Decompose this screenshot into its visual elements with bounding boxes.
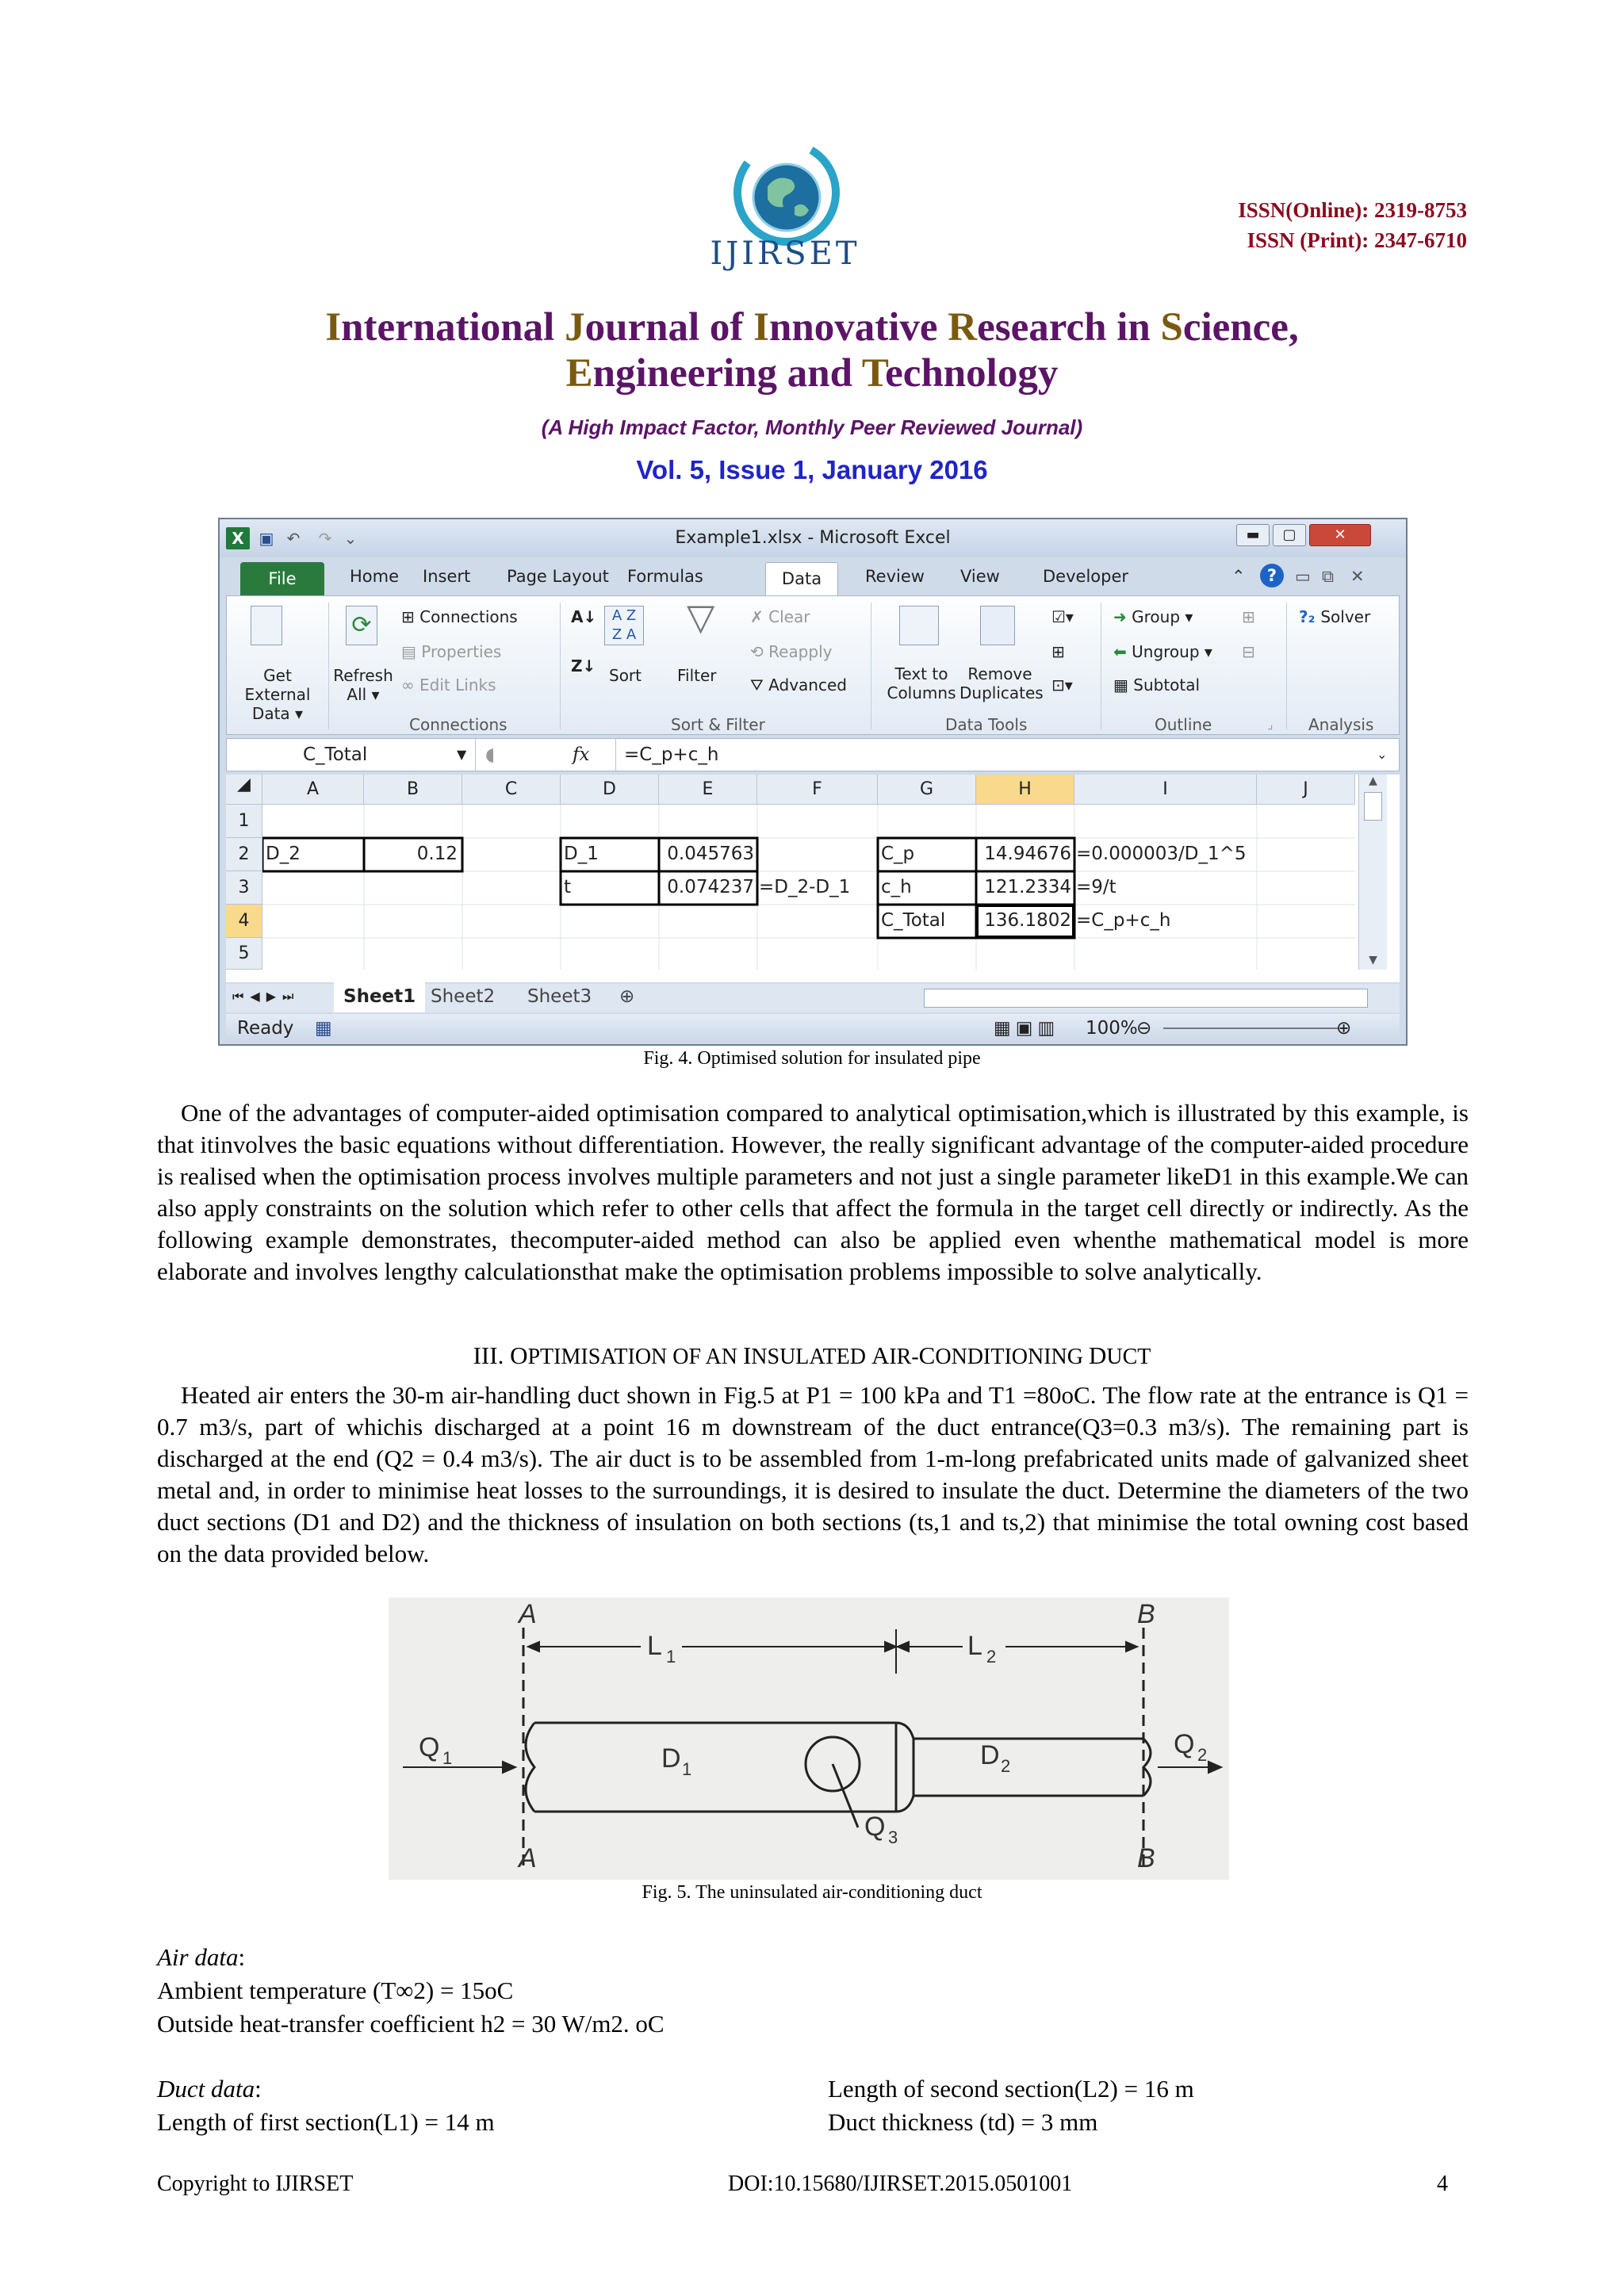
group-sort-filter-label: Sort & Filter	[671, 715, 765, 734]
excel-app-icon[interactable]: X	[226, 527, 250, 549]
ribbon-separator	[1286, 603, 1287, 729]
row-header-selected[interactable]: 4	[226, 905, 262, 938]
issn-online: ISSN(Online): 2319-8753	[1238, 198, 1467, 222]
air-data-block	[157, 1941, 665, 2041]
ambient-temperature: Ambient temperature (T∞2) = 15oC	[157, 1976, 514, 2004]
journal-logo	[698, 131, 872, 281]
tab-page-layout[interactable]: Page Layout	[507, 567, 609, 586]
label-Q1-sub: 1	[442, 1748, 453, 1768]
zoom-out-icon[interactable]: ⊖	[1136, 1018, 1152, 1039]
sort-button[interactable]: Sort	[609, 666, 642, 685]
row-header[interactable]: 2	[226, 838, 262, 871]
column-header[interactable]: C	[462, 775, 561, 805]
sheet-tab[interactable]: Sheet3	[527, 986, 592, 1007]
tab-insert[interactable]: Insert	[423, 567, 471, 586]
macro-record-icon[interactable]: ▦	[315, 1018, 332, 1039]
excel-window	[218, 518, 1408, 1046]
ungroup-button[interactable]: ⬅ Ungroup ▾	[1113, 642, 1212, 661]
new-sheet-icon[interactable]: ⊕	[619, 986, 635, 1007]
scroll-up-icon: ▲	[1369, 775, 1377, 787]
zoom-slider[interactable]	[1163, 1027, 1338, 1029]
duct-data-block-right	[828, 2072, 1194, 2139]
fig5-caption: Fig. 5. The uninsulated air-conditioning duct	[642, 1882, 982, 1903]
view-buttons-icon[interactable]: ▦▣▥	[994, 1018, 1060, 1039]
cell-H2[interactable]: 14.94676	[984, 844, 1071, 864]
issn-block	[1238, 195, 1467, 255]
refresh-icon: ⟳	[346, 606, 377, 645]
column-header-selected[interactable]: H	[976, 775, 1074, 805]
cell-I2[interactable]: =0.000003/D_1^5	[1076, 844, 1247, 864]
sheet-tab[interactable]: Sheet2	[431, 986, 496, 1007]
duct-thickness: Duct thickness (td) = 3 mm	[828, 2108, 1098, 2136]
cell-G2[interactable]: C_p	[881, 844, 915, 864]
length-second-section: Length of second section(L2) = 16 m	[828, 2075, 1194, 2103]
scroll-thumb	[1364, 792, 1382, 821]
cell-I3[interactable]: =9/t	[1076, 877, 1116, 897]
advanced-button[interactable]: ⛛ Advanced	[750, 675, 847, 695]
clear-icon: ✗	[750, 607, 769, 626]
clear-button[interactable]: ✗ Clear	[750, 607, 810, 626]
undo-icon[interactable]: ↶	[286, 529, 301, 548]
length-first-section: Length of first section(L1) = 14 m	[157, 2108, 495, 2136]
label-D1: D	[661, 1743, 681, 1774]
label-D1-sub: 1	[682, 1759, 692, 1779]
window-minimize-icon[interactable]: ▭	[1295, 567, 1311, 586]
select-all-corner[interactable]: ◢	[226, 775, 262, 805]
row-header[interactable]: 3	[226, 871, 262, 905]
journal-title	[0, 304, 1624, 396]
vertical-scrollbar[interactable]	[1358, 775, 1387, 970]
connections-button[interactable]: ⊞ Connections	[401, 607, 518, 626]
label-Q2-sub: 2	[1197, 1745, 1208, 1765]
label-L2: L	[967, 1631, 982, 1661]
maximize-button[interactable]: ▢	[1273, 524, 1306, 546]
volume-issue: Vol. 5, Issue 1, January 2016	[636, 455, 988, 484]
redo-icon[interactable]: ↷	[318, 529, 332, 548]
tab-view[interactable]: View	[960, 567, 1000, 586]
window-close-icon[interactable]: ✕	[1350, 567, 1365, 586]
column-header[interactable]: I	[1074, 775, 1257, 805]
column-header[interactable]: B	[364, 775, 462, 805]
ribbon-separator	[328, 603, 329, 729]
paragraph-problem: Heated air enters the 30-m air-handling duct shown in Fig.5 at P1 = 100 kPa and T1 =80oC. The flow rate at the entrance is Q1 = 0.7 m3/s, part of whichis discharged at a point 16 m downstream of the duct entrance(Q3=0.3 m3/s). The remaining part is discharged at the end (Q2 = 0.4 m3/s). The air duct is to be assembled from 1-m-long prefabricated units made of galvanized sheet metal and, in order to minimise heat losses to the surroundings, it is desired to insulate the duct. Determine the diameters of the two duct sections (D1 and D2) and the thickness of insulation on both sections (ts,1 and ts,2) that minimise the total owning cost based on the data provided below.	[157, 1381, 1469, 1567]
column-header[interactable]: E	[659, 775, 757, 805]
tab-data[interactable]: Data	[765, 562, 838, 595]
name-box-dropdown-icon: ▼	[457, 747, 467, 762]
cell-H4-selected[interactable]: 136.1802	[984, 910, 1071, 931]
sheet-tab-active[interactable]: Sheet1	[334, 981, 425, 1012]
links-icon: ∞	[401, 675, 420, 695]
database-icon	[251, 606, 282, 645]
logo-text: IJIRSET	[710, 235, 860, 272]
cell-B2[interactable]: 0.12	[416, 844, 458, 864]
reapply-icon: ⟲	[750, 642, 769, 661]
label-Q3-sub: 3	[888, 1827, 898, 1847]
label-L2-sub: 2	[986, 1647, 997, 1667]
label-B-bottom: B	[1137, 1843, 1155, 1873]
cell-G4[interactable]: C_Total	[881, 910, 946, 931]
column-header[interactable]: A	[262, 775, 364, 805]
tab-developer[interactable]: Developer	[1043, 567, 1129, 586]
properties-icon: ▤	[401, 642, 422, 661]
label-D2: D	[980, 1740, 1000, 1770]
solver-button[interactable]: ?₂ Solver	[1299, 607, 1371, 626]
minimize-button[interactable]: ▬	[1236, 524, 1270, 546]
label-L1-sub: 1	[666, 1647, 676, 1667]
cell-H3[interactable]: 121.2334	[984, 877, 1071, 897]
ungroup-arrow-icon: ⬅	[1113, 642, 1132, 661]
text-to-columns-icon	[899, 606, 939, 645]
column-header[interactable]: D	[561, 775, 659, 805]
footer-doi: DOI:10.15680/IJIRSET.2015.0501001	[728, 2172, 1073, 2196]
zoom-in-icon[interactable]: ⊕	[1336, 1018, 1352, 1039]
sheet-nav-icons[interactable]: ⏮◀▶⏭	[232, 989, 301, 1004]
insert-function-icon[interactable]: fx	[573, 744, 590, 765]
column-header[interactable]: G	[878, 775, 976, 805]
column-header[interactable]: F	[757, 775, 878, 805]
label-B-top: B	[1137, 1599, 1155, 1629]
heat-transfer-coefficient: Outside heat-transfer coefficient h2 = 30 W/m2. oC	[157, 2010, 665, 2038]
show-detail-icon[interactable]: ⊞	[1242, 607, 1255, 626]
journal-title-line1: International Journal of Innovative Research in Science,	[325, 305, 1299, 350]
column-header[interactable]: J	[1257, 775, 1355, 805]
ribbon-minimize-icon[interactable]: ⌃	[1231, 567, 1246, 586]
cell-D3[interactable]: t	[564, 877, 572, 897]
sort-za-icon[interactable]: Z↓	[571, 656, 596, 675]
solver-icon: ?₂	[1299, 607, 1321, 626]
connections-icon: ⊞	[401, 607, 420, 626]
issn-print: ISSN (Print): 2347-6710	[1247, 228, 1467, 252]
outline-dialog-launcher-icon[interactable]: ⌟	[1267, 717, 1274, 732]
duct-data-block	[157, 2072, 495, 2139]
window-restore-icon[interactable]: ⧉	[1322, 567, 1334, 586]
text-to-columns-button[interactable]: Text to Columns	[887, 664, 956, 702]
label-D2-sub: 2	[1001, 1756, 1011, 1776]
tab-file[interactable]: File	[240, 562, 324, 595]
journal-subtitle: (A High Impact Factor, Monthly Peer Reviewed Journal)	[541, 415, 1083, 439]
label-A-bottom: A	[519, 1843, 537, 1873]
page-number: 4	[1437, 2172, 1448, 2196]
tab-home[interactable]: Home	[350, 567, 400, 586]
status-text: Ready	[237, 1018, 294, 1039]
formula-input[interactable]: =C_p+c_h	[615, 739, 1313, 771]
cell-F3[interactable]: =D_2-D_1	[759, 877, 851, 897]
label-Q1: Q	[419, 1732, 440, 1762]
cell-G3[interactable]: c_h	[881, 877, 912, 897]
sheet-tab-bar	[226, 984, 1400, 1012]
window-title: Example1.xlsx - Microsoft Excel	[675, 528, 951, 548]
consolidate-icon[interactable]: ⊞	[1051, 642, 1065, 661]
group-connections-label: Connections	[409, 715, 508, 734]
cell-E3[interactable]: 0.074237	[667, 877, 754, 897]
sort-icon: A Z Z A	[604, 606, 644, 645]
subtotal-button[interactable]: ▦ Subtotal	[1113, 675, 1201, 695]
hide-detail-icon[interactable]: ⊟	[1242, 642, 1255, 661]
name-box[interactable]: C_Total ▼	[230, 739, 476, 771]
remove-duplicates-icon	[980, 606, 1015, 645]
duct-diagram	[389, 1598, 1229, 1880]
row-header[interactable]: 1	[226, 805, 262, 838]
air-data-heading: Air data:	[157, 1943, 246, 1971]
status-bar	[226, 1014, 1400, 1043]
refresh-all-button[interactable]: Refresh All ▾	[333, 666, 393, 704]
duct-data-heading: Duct data:	[157, 2075, 262, 2103]
row-header[interactable]: 5	[226, 938, 262, 970]
sort-az-icon[interactable]: A↓	[571, 607, 597, 626]
section-heading: III. OPTIMISATION OF AN INSULATED AIR-CONDITIONING DUCT	[473, 1341, 1151, 1369]
get-external-data-button[interactable]: Get External Data ▾	[244, 666, 311, 723]
scroll-down-icon: ▼	[1369, 954, 1377, 966]
remove-duplicates-button[interactable]: Remove Duplicates	[959, 664, 1044, 702]
reapply-button[interactable]: ⟲ Reapply	[750, 642, 833, 661]
properties-button[interactable]: ▤ Properties	[401, 642, 502, 661]
footer-copyright: Copyright to IJIRSET	[157, 2172, 354, 2196]
label-Q3: Q	[864, 1812, 886, 1842]
formula-bar	[226, 738, 1400, 771]
group-analysis-label: Analysis	[1308, 715, 1374, 734]
what-if-analysis-icon[interactable]: ⊡▾	[1051, 675, 1073, 695]
worksheet-grid	[226, 775, 1400, 982]
cell-D2[interactable]: D_1	[564, 844, 599, 864]
group-button[interactable]: ➜ Group ▾	[1113, 607, 1193, 626]
zoom-level[interactable]: 100%	[1086, 1018, 1138, 1039]
save-icon[interactable]: ▣	[259, 529, 274, 548]
label-Q2: Q	[1174, 1729, 1195, 1759]
data-validation-icon[interactable]: ☑▾	[1051, 607, 1074, 626]
paragraph-advantages: One of the advantages of computer-aided optimisation compared to analytical optimisation,which is illustrated by this example, is that itinvolves the basic equations without differentiation. However, the really significant advantage of the computer-aided procedure is realised when the optimisation process involves multiple parameters and not just a single parameter likeD1 in this example.We can also apply constraints on the solution which refer to other cells that affect the formula in the target cell directly or indirectly. As the following example demonstrates, thecomputer-aided method can also be applied even whenthe mathematical model is more elaborate and involves lengthy calculationsthat make the optimisation problems impossible to solve analytically.	[157, 1099, 1469, 1285]
ribbon-tabs	[223, 562, 1403, 595]
tab-formulas[interactable]: Formulas	[627, 567, 703, 586]
edit-links-button[interactable]: ∞ Edit Links	[401, 675, 496, 695]
group-data-tools-label: Data Tools	[945, 715, 1028, 734]
expand-icon[interactable]: ◖	[485, 744, 496, 765]
filter-icon: ▽	[687, 595, 715, 638]
tab-review[interactable]: Review	[865, 567, 925, 586]
excel-title-bar	[220, 519, 1406, 557]
cell-E2[interactable]: 0.045763	[667, 844, 754, 864]
cell-A2[interactable]: D_2	[266, 844, 301, 864]
ribbon-separator	[560, 603, 561, 729]
filter-button[interactable]: Filter	[677, 666, 717, 685]
fig4-caption: Fig. 4. Optimised solution for insulated pipe	[643, 1048, 981, 1069]
advanced-filter-icon: ⛛	[750, 675, 769, 695]
customize-toolbar-icon[interactable]: ⌄	[343, 529, 358, 548]
subtotal-icon: ▦	[1113, 675, 1134, 695]
close-button[interactable]: ✕	[1309, 524, 1371, 546]
cell-I4[interactable]: =C_p+c_h	[1076, 910, 1171, 931]
group-outline-label: Outline	[1155, 715, 1212, 734]
horizontal-scrollbar[interactable]	[924, 989, 1368, 1008]
data-ribbon	[226, 595, 1400, 735]
label-L1: L	[647, 1631, 662, 1661]
journal-title-line2: Engineering and Technology	[565, 351, 1059, 396]
help-icon[interactable]: ?	[1260, 564, 1284, 587]
formula-bar-expand-icon[interactable]: ⌄	[1377, 747, 1388, 762]
label-A-top: A	[519, 1599, 537, 1629]
group-arrow-icon: ➜	[1113, 607, 1132, 626]
